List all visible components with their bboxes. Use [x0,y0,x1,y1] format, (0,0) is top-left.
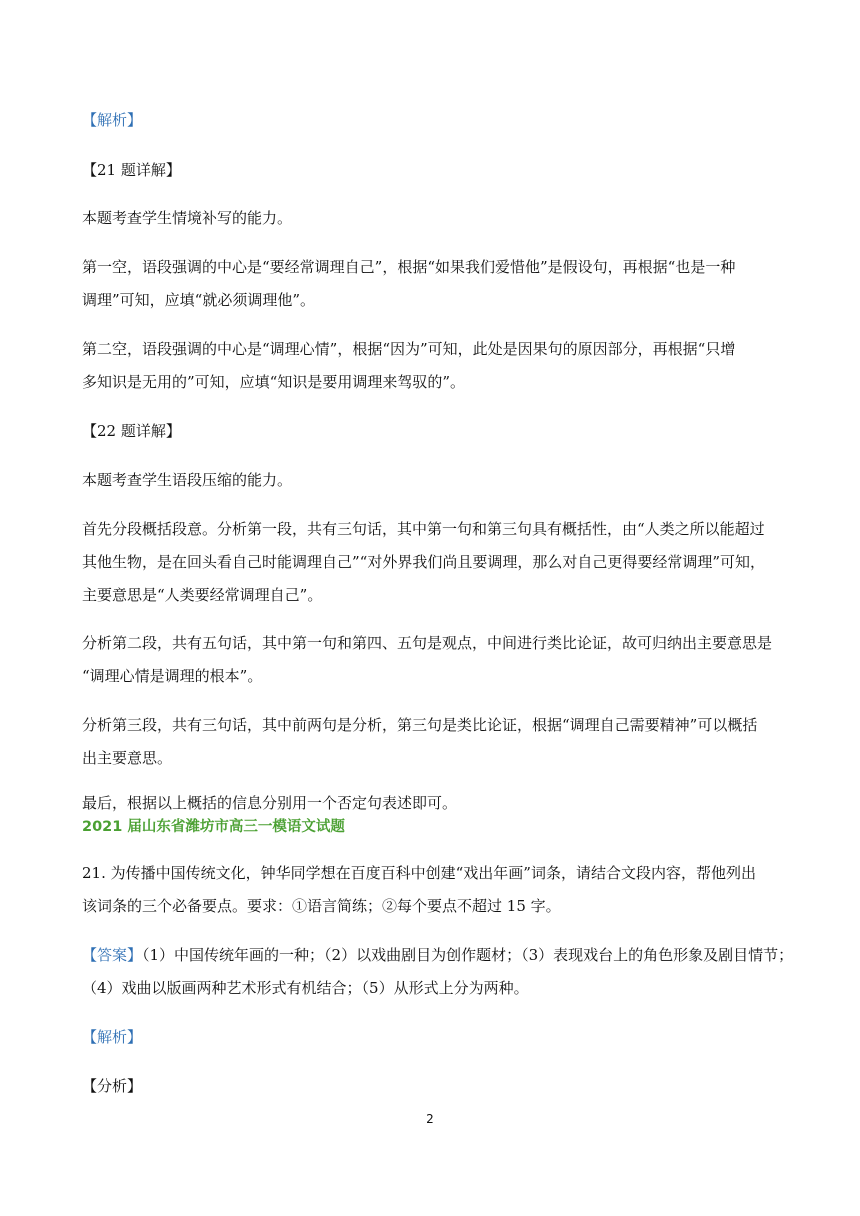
analysis-label: 【解析】 [82,111,143,129]
q21-paragraph-1-line-1: 第一空，语段强调的中心是“要经常调理自己”，根据“如果我们爱惜他”是假设句，再根据“也是一种 [82,258,736,276]
q22-paragraph-2-line-1: 分析第二段，共有五句话，其中第一句和第四、五句是观点，中间进行类比论证，故可归纳出主要意思是 [82,634,773,652]
question-21-line-1: 21. 为传播中国传统文化，钟华同学想在百度百科中创建“戏出年画”词条，请结合文段内容，帮他列出 [82,864,756,882]
q21-paragraph-2-line-1: 第二空，语段强调的中心是“调理心情”，根据“因为”可知，此处是因果句的原因部分，再根据“只增 [82,340,736,358]
answer-line-1 [82,945,794,965]
answer-text-1: （1）中国传统年画的一种；（2）以戏曲剧目为创作题材；（3）表现戏台上的角色形象及剧目情节； [142,946,794,964]
q22-paragraph-1-line-2: 其他生物，是在回头看自己时能调理自己”“对外界我们尚且要调理，那么对自己更得要经常调理”可知， [82,553,766,571]
q22-paragraph-3-line-2: 出主要意思。 [82,749,173,767]
q22-detail-heading: 【22 题详解】 [82,422,181,440]
analysis-label-2: 【解析】 [82,1028,143,1046]
q21-detail-heading: 【21 题详解】 [82,161,181,179]
question-21-line-2: 该词条的三个必备要点。要求：①语言简练；②每个要点不超过 15 字。 [82,897,561,915]
q21-paragraph-1-line-2: 调理”可知，应填“就必须调理他”。 [82,291,316,309]
answer-label: 【答案】 [82,946,143,964]
fenxi-heading: 【分析】 [82,1077,143,1095]
q22-paragraph-3-line-1: 分析第三段，共有三句话，其中前两句是分析，第三句是类比论证，根据“调理自己需要精神”可以概括 [82,716,758,734]
answer-line-2: （4）戏曲以版画两种艺术形式有机结合；（5）从形式上分为两种。 [82,979,529,997]
q21-intro: 本题考查学生情境补写的能力。 [82,209,293,227]
q21-paragraph-2-line-2: 多知识是无用的”可知，应填“知识是要用调理来驾驭的”。 [82,373,466,391]
q22-intro: 本题考查学生语段压缩的能力。 [82,471,293,489]
q22-paragraph-2-line-2: “调理心情是调理的根本”。 [82,667,263,685]
page-number: 2 [426,1112,434,1126]
q22-paragraph-1-line-1: 首先分段概括段意。分析第一段，共有三句话，其中第一句和第三句具有概括性，由“人类之所以能超过 [82,520,765,538]
q22-final: 最后，根据以上概括的信息分别用一个否定句表述即可。 [82,794,458,812]
section-title: 2021 届山东省潍坊市高三一模语文试题 [82,819,345,835]
q22-paragraph-1-line-3: 主要意思是“人类要经常调理自己”。 [82,586,323,604]
